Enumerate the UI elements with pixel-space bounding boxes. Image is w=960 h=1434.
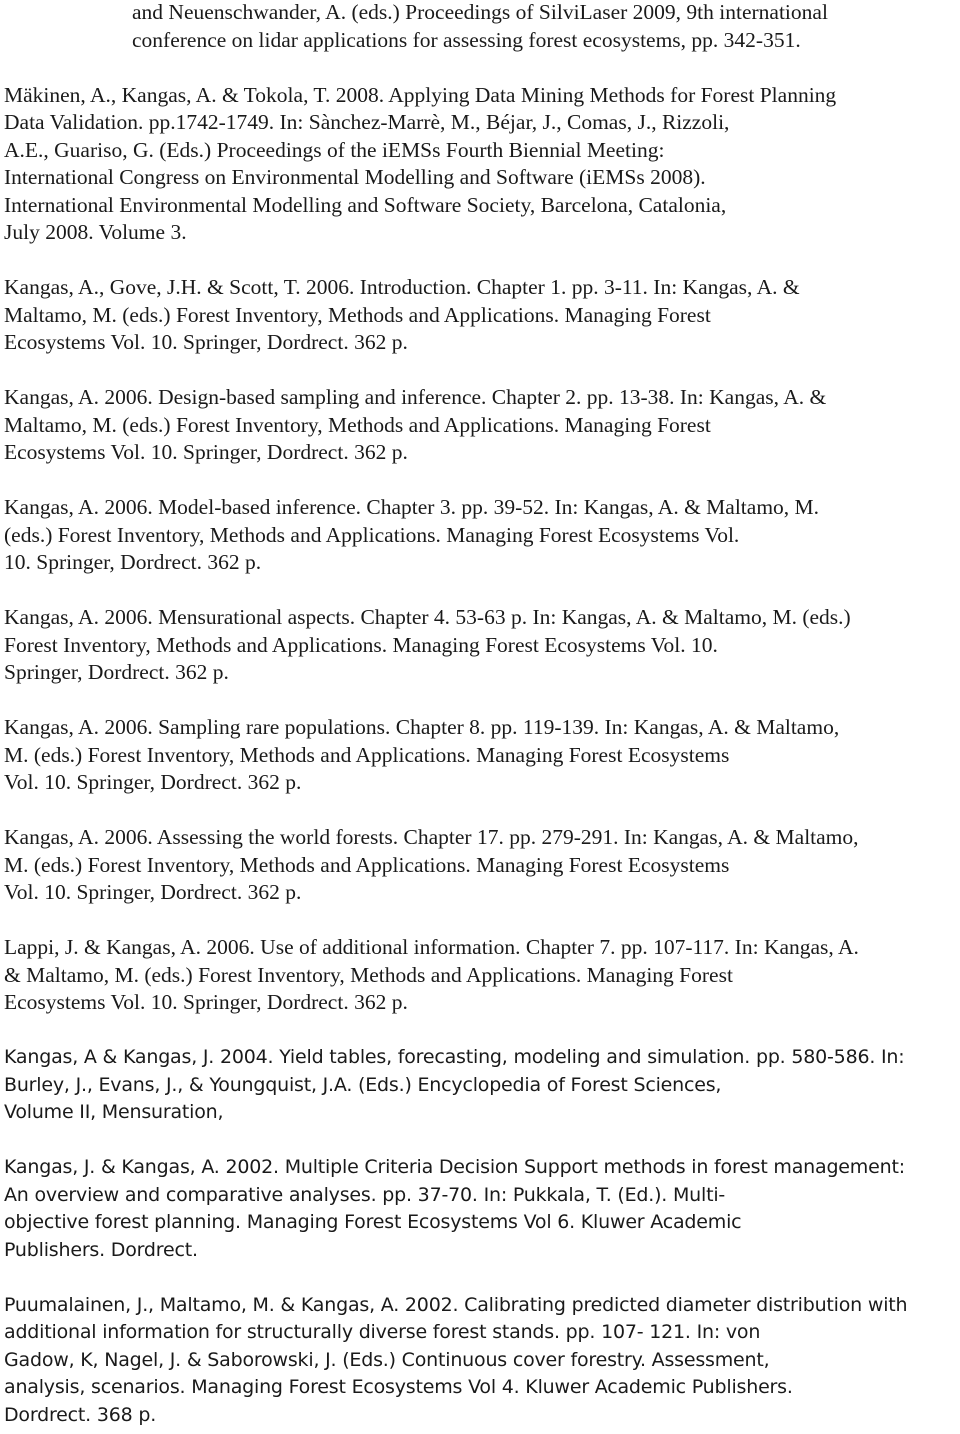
reference-line: Kangas, A. 2006. Assessing the world forests. Chapter 17. pp. 279-291. In: Kangas, A. & Maltamo, <box>4 825 859 849</box>
reference-line: Data Validation. pp.1742-1749. In: Sànchez-Marrè, M., Béjar, J., Comas, J., Rizzoli, <box>4 110 730 134</box>
reference-line: Kangas, A. 2006. Design-based sampling and inference. Chapter 2. pp. 13-38. In: Kangas, A. & <box>4 385 827 409</box>
reference-entry <box>4 274 956 357</box>
reference-line: & Maltamo, M. (eds.) Forest Inventory, Methods and Applications. Managing Forest <box>4 962 733 987</box>
reference-line: Puumalainen, J., Maltamo, M. & Kangas, A. 2002. Calibrating predicted diameter distribution with <box>4 1293 908 1316</box>
reference-line: Mäkinen, A., Kangas, A. & Tokola, T. 2008. Applying Data Mining Methods for Forest Planning <box>4 82 837 107</box>
reference-line: Kangas, A. 2006. Sampling rare populations. Chapter 8. pp. 119-139. In: Kangas, A. & Maltamo, <box>4 715 840 739</box>
reference-line: Forest Inventory, Methods and Applications. Managing Forest Ecosystems Vol. 10. <box>4 632 718 657</box>
reference-line: (eds.) Forest Inventory, Methods and Applications. Managing Forest Ecosystems Vol. <box>4 522 740 547</box>
reference-line: An overview and comparative analyses. pp. 37-70. In: Pukkala, T. (Ed.). Multi- <box>4 1183 726 1206</box>
reference-line: and Neuenschwander, A. (eds.) Proceedings of SilviLaser 2009, 9th international <box>132 0 828 24</box>
reference-line: Kangas, A & Kangas, J. 2004. Yield tables, forecasting, modeling and simulation. pp. 580-586. In: <box>4 1046 905 1068</box>
reference-spacer <box>4 247 956 275</box>
reference-line: Gadow, K, Nagel, J. & Saborowski, J. (Eds.) Continuous cover forestry. Assessment, <box>4 1348 770 1371</box>
reference-line: Vol. 10. Springer, Dordrect. 362 p. <box>4 770 302 794</box>
reference-entry <box>4 714 956 797</box>
reference-line: Springer, Dordrect. 362 p. <box>4 660 229 684</box>
reference-spacer <box>4 577 956 605</box>
reference-line: A.E., Guariso, G. (Eds.) Proceedings of the iEMSs Fourth Biennial Meeting: <box>4 137 665 162</box>
reference-line: International Congress on Environmental Modelling and Software (iEMSs 2008). <box>4 165 706 189</box>
reference-line: M. (eds.) Forest Inventory, Methods and Applications. Managing Forest Ecosystems <box>4 852 730 877</box>
reference-spacer <box>4 907 956 935</box>
reference-entry <box>4 1044 956 1127</box>
reference-spacer <box>4 1127 956 1155</box>
reference-line: July 2008. Volume 3. <box>4 220 187 244</box>
reference-line: additional information for structurally diverse forest stands. pp. 107- 121. In: von <box>4 1321 761 1343</box>
reference-line: conference on lidar applications for assessing forest ecosystems, pp. 342-351. <box>132 27 801 52</box>
reference-entry <box>4 494 956 577</box>
reference-spacer <box>4 687 956 715</box>
reference-line: Volume II, Mensuration, <box>4 1101 224 1123</box>
reference-line: Burley, J., Evans, J., & Youngquist, J.A. (Eds.) Encyclopedia of Forest Sciences, <box>4 1073 722 1096</box>
reference-line: Lappi, J. & Kangas, A. 2006. Use of additional information. Chapter 7. pp. 107-117. In: Kangas, A. <box>4 935 859 959</box>
reference-line: M. (eds.) Forest Inventory, Methods and Applications. Managing Forest Ecosystems <box>4 742 730 767</box>
reference-line: 10. Springer, Dordrect. 362 p. <box>4 550 262 574</box>
reference-line: Dordrect. 368 p. <box>4 1403 157 1426</box>
reference-spacer <box>4 1017 956 1045</box>
reference-line: Ecosystems Vol. 10. Springer, Dordrect. 362 p. <box>4 990 408 1014</box>
reference-list <box>4 0 956 1429</box>
reference-line: objective forest planning. Managing Forest Ecosystems Vol 6. Kluwer Academic <box>4 1211 742 1233</box>
reference-line: Maltamo, M. (eds.) Forest Inventory, Methods and Applications. Managing Forest <box>4 412 711 437</box>
reference-line: Kangas, J. & Kangas, A. 2002. Multiple Criteria Decision Support methods in forest management: <box>4 1156 905 1178</box>
reference-entry <box>4 1292 956 1430</box>
reference-entry <box>4 604 956 687</box>
reference-entry <box>4 384 956 467</box>
reference-spacer <box>4 357 956 385</box>
reference-line: Kangas, A. 2006. Model-based inference. Chapter 3. pp. 39-52. In: Kangas, A. & Maltamo, M. <box>4 495 820 519</box>
reference-spacer <box>4 797 956 825</box>
reference-line: Publishers. Dordrect. <box>4 1238 198 1261</box>
reference-spacer <box>4 1264 956 1292</box>
references-container <box>4 82 956 1430</box>
reference-line: International Environmental Modelling and Software Society, Barcelona, Catalonia, <box>4 192 727 217</box>
reference-entry <box>4 824 956 907</box>
reference-entry <box>4 1154 956 1264</box>
reference-line: Ecosystems Vol. 10. Springer, Dordrect. 362 p. <box>4 440 408 464</box>
reference-line: Kangas, A. 2006. Mensurational aspects. Chapter 4. 53-63 p. In: Kangas, A. & Maltamo, M. (eds.) <box>4 605 851 629</box>
reference-line: Vol. 10. Springer, Dordrect. 362 p. <box>4 880 302 904</box>
reference-spacer <box>4 467 956 495</box>
reference-line: Ecosystems Vol. 10. Springer, Dordrect. 362 p. <box>4 330 408 354</box>
reference-line: Kangas, A., Gove, J.H. & Scott, T. 2006. Introduction. Chapter 1. pp. 3-11. In: Kangas, A. & <box>4 275 800 299</box>
reference-entry <box>4 82 956 247</box>
reference-line: Maltamo, M. (eds.) Forest Inventory, Methods and Applications. Managing Forest <box>4 302 711 327</box>
reference-line: analysis, scenarios. Managing Forest Ecosystems Vol 4. Kluwer Academic Publishers. <box>4 1376 793 1398</box>
reference-continuation <box>132 0 956 54</box>
reference-entry <box>4 934 956 1017</box>
reference-spacer <box>4 54 956 82</box>
